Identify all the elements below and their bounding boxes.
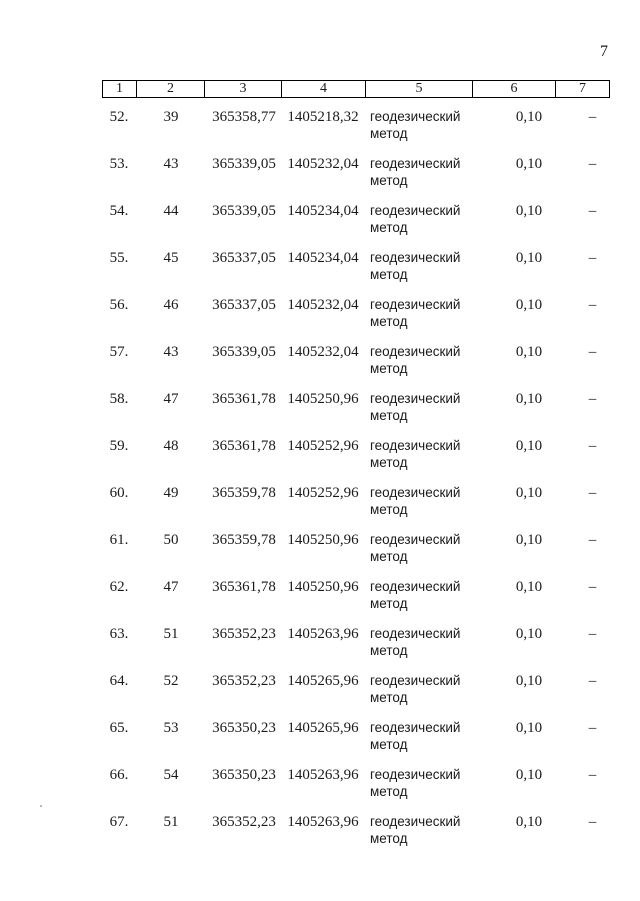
point-number: 49 [163, 485, 179, 501]
table-row [102, 813, 609, 860]
row-number: 63. [109, 626, 129, 642]
coordinate-y: 1405252,96 [287, 438, 359, 454]
note-dash: – [588, 203, 597, 219]
accuracy-value: 0,10 [515, 814, 543, 830]
row-number: 67. [109, 814, 129, 830]
point-number: 43 [163, 344, 179, 360]
point-number: 46 [163, 297, 179, 313]
determination-method: геодезический метод [370, 109, 461, 141]
determination-method: геодезический метод [370, 673, 461, 705]
note-dash: – [588, 297, 597, 313]
coordinate-x: 365337,05 [212, 297, 276, 313]
determination-method: геодезический метод [370, 203, 461, 235]
coordinate-y: 1405250,96 [287, 391, 359, 407]
coordinate-x: 365352,23 [212, 626, 276, 642]
note-dash: – [588, 767, 597, 783]
coordinates-list [102, 108, 609, 860]
note-dash: – [588, 579, 597, 595]
row-number: 60. [109, 485, 129, 501]
point-number: 52 [163, 673, 179, 689]
table-row [102, 155, 609, 202]
determination-method: геодезический метод [370, 344, 461, 376]
accuracy-value: 0,10 [515, 344, 543, 360]
row-number: 58. [109, 391, 129, 407]
point-number: 39 [163, 109, 179, 125]
table-row [102, 343, 609, 390]
determination-method: геодезический метод [370, 485, 461, 517]
coordinate-y: 1405218,32 [287, 109, 359, 125]
note-dash: – [588, 250, 597, 266]
column-header-table [102, 80, 610, 98]
point-number: 51 [163, 626, 179, 642]
coordinate-x: 365361,78 [212, 579, 276, 595]
table-row [102, 202, 609, 249]
accuracy-value: 0,10 [515, 626, 543, 642]
column-header-6: 6 [473, 81, 556, 98]
determination-method: геодезический метод [370, 720, 461, 752]
coordinate-x: 365352,23 [212, 814, 276, 830]
point-number: 51 [163, 814, 179, 830]
point-number: 47 [163, 391, 179, 407]
row-number: 55. [109, 250, 129, 266]
column-header-5: 5 [366, 81, 473, 98]
point-number: 54 [163, 767, 179, 783]
scan-speck [40, 805, 42, 807]
row-number: 57. [109, 344, 129, 360]
determination-method: геодезический метод [370, 626, 461, 658]
coordinate-x: 365339,05 [212, 203, 276, 219]
coordinate-x: 365339,05 [212, 344, 276, 360]
note-dash: – [588, 156, 597, 172]
coordinate-x: 365358,77 [212, 109, 276, 125]
note-dash: – [588, 391, 597, 407]
determination-method: геодезический метод [370, 438, 461, 470]
coordinate-x: 365350,23 [212, 720, 276, 736]
accuracy-value: 0,10 [515, 532, 543, 548]
column-header-3: 3 [205, 81, 282, 98]
note-dash: – [588, 109, 597, 125]
row-number: 54. [109, 203, 129, 219]
accuracy-value: 0,10 [515, 485, 543, 501]
coordinate-y: 1405234,04 [287, 250, 359, 266]
column-header-2: 2 [137, 81, 205, 98]
note-dash: – [588, 438, 597, 454]
table-row [102, 296, 609, 343]
accuracy-value: 0,10 [515, 438, 543, 454]
column-header-4: 4 [282, 81, 366, 98]
determination-method: геодезический метод [370, 297, 461, 329]
accuracy-value: 0,10 [515, 156, 543, 172]
coordinate-y: 1405265,96 [287, 720, 359, 736]
note-dash: – [588, 720, 597, 736]
determination-method: геодезический метод [370, 156, 461, 188]
accuracy-value: 0,10 [515, 391, 543, 407]
note-dash: – [588, 814, 597, 830]
table-row [102, 484, 609, 531]
accuracy-value: 0,10 [515, 250, 543, 266]
coordinate-y: 1405263,96 [287, 767, 359, 783]
table-row [102, 766, 609, 813]
determination-method: геодезический метод [370, 814, 461, 846]
table-row [102, 437, 609, 484]
accuracy-value: 0,10 [515, 579, 543, 595]
coordinate-y: 1405232,04 [287, 344, 359, 360]
row-number: 53. [109, 156, 129, 172]
row-number: 64. [109, 673, 129, 689]
row-number: 65. [109, 720, 129, 736]
table-row [102, 578, 609, 625]
table-row [102, 390, 609, 437]
row-number: 62. [109, 579, 129, 595]
coordinate-x: 365361,78 [212, 438, 276, 454]
coordinate-x: 365361,78 [212, 391, 276, 407]
coordinate-y: 1405263,96 [287, 814, 359, 830]
table-row [102, 672, 609, 719]
accuracy-value: 0,10 [515, 297, 543, 313]
coordinate-y: 1405265,96 [287, 673, 359, 689]
accuracy-value: 0,10 [515, 109, 543, 125]
coordinate-x: 365352,23 [212, 673, 276, 689]
coordinate-y: 1405252,96 [287, 485, 359, 501]
point-number: 48 [163, 438, 179, 454]
note-dash: – [588, 532, 597, 548]
coordinate-x: 365339,05 [212, 156, 276, 172]
determination-method: геодезический метод [370, 250, 461, 282]
table-row [102, 719, 609, 766]
note-dash: – [588, 485, 597, 501]
table-row [102, 531, 609, 578]
determination-method: геодезический метод [370, 532, 461, 564]
note-dash: – [588, 626, 597, 642]
column-header-7: 7 [556, 81, 610, 98]
point-number: 53 [163, 720, 179, 736]
page-number: 7 [600, 43, 608, 60]
accuracy-value: 0,10 [515, 673, 543, 689]
determination-method: геодезический метод [370, 579, 461, 611]
coordinate-y: 1405234,04 [287, 203, 359, 219]
row-number: 61. [109, 532, 129, 548]
coordinate-x: 365350,23 [212, 767, 276, 783]
coordinate-y: 1405263,96 [287, 626, 359, 642]
column-header-1: 1 [103, 81, 137, 98]
coordinate-x: 365359,78 [212, 485, 276, 501]
coordinate-y: 1405250,96 [287, 579, 359, 595]
coordinate-x: 365337,05 [212, 250, 276, 266]
note-dash: – [588, 344, 597, 360]
point-number: 50 [163, 532, 179, 548]
accuracy-value: 0,10 [515, 767, 543, 783]
row-number: 59. [109, 438, 129, 454]
determination-method: геодезический метод [370, 391, 461, 423]
row-number: 56. [109, 297, 129, 313]
table-row [102, 249, 609, 296]
note-dash: – [588, 673, 597, 689]
coordinate-y: 1405232,04 [287, 297, 359, 313]
row-number: 66. [109, 767, 129, 783]
accuracy-value: 0,10 [515, 720, 543, 736]
row-number: 52. [109, 109, 129, 125]
point-number: 45 [163, 250, 179, 266]
coordinate-x: 365359,78 [212, 532, 276, 548]
point-number: 43 [163, 156, 179, 172]
table-row [102, 625, 609, 672]
table-row [102, 108, 609, 155]
determination-method: геодезический метод [370, 767, 461, 799]
point-number: 47 [163, 579, 179, 595]
accuracy-value: 0,10 [515, 203, 543, 219]
column-header-row [103, 81, 610, 98]
coordinate-y: 1405250,96 [287, 532, 359, 548]
coordinate-y: 1405232,04 [287, 156, 359, 172]
point-number: 44 [163, 203, 179, 219]
